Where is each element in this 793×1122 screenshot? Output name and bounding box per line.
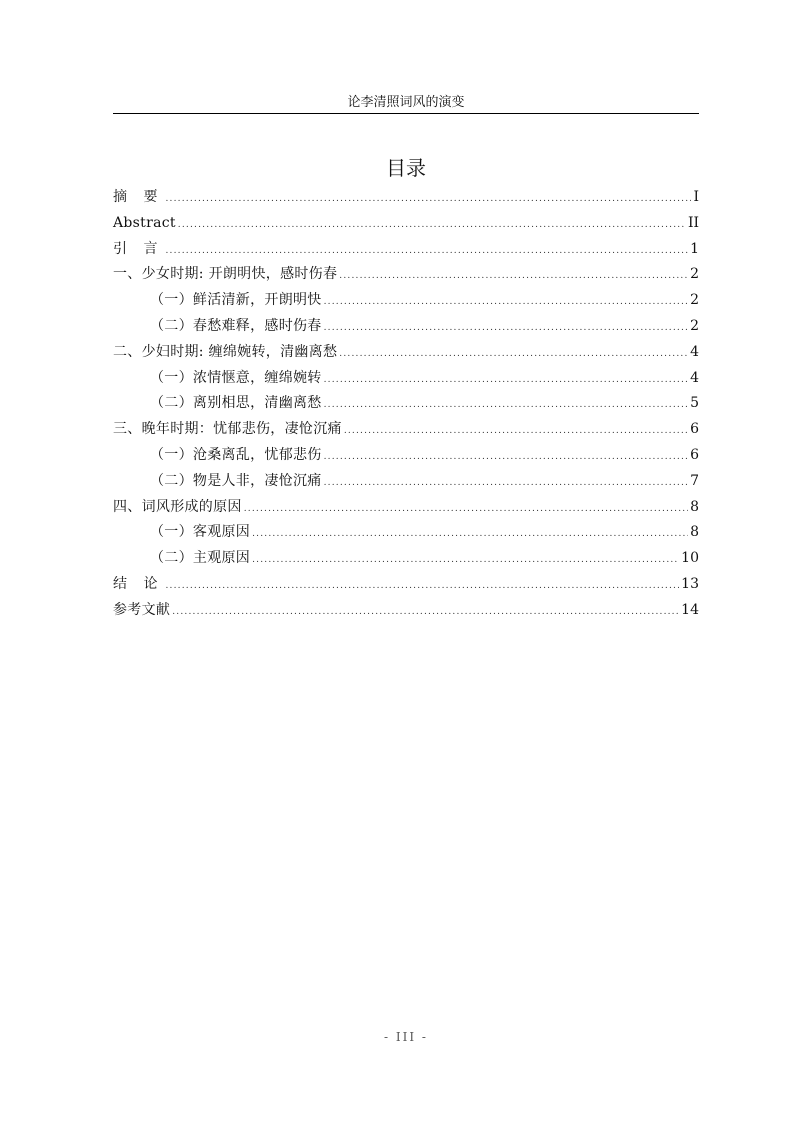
toc-entry-page: 1 [690,240,699,257]
toc-dot-leader [324,471,688,497]
toc-entry-page: I [693,189,699,205]
toc-entry-page: 13 [681,575,699,592]
page-number: - III - [384,1030,428,1044]
toc-entry[interactable] [113,391,699,417]
toc-entry-page: 4 [690,369,699,386]
toc-entry-page: 5 [690,395,699,412]
toc-dot-leader [324,316,688,342]
toc-dot-leader [344,419,688,445]
toc-entry-page: 14 [681,601,699,618]
toc-entry[interactable] [113,314,699,340]
toc-dot-leader [324,393,688,419]
toc-entry-label: 参考文献 [113,601,171,618]
running-header [113,94,699,114]
toc-entry-label: 引 言 [113,240,164,257]
toc-entry-page: 7 [690,472,699,489]
toc-dot-leader [172,600,679,626]
toc-entry[interactable] [113,572,699,598]
toc-entry[interactable] [113,237,699,263]
toc-entry-label: 四、词风形成的原因 [113,498,242,515]
toc-entry[interactable] [113,262,699,288]
toc-dot-leader [324,368,688,394]
toc-entry-label: （二）物是人非，凄怆沉痛 [150,472,322,489]
toc-entry-label: 二、少妇时期: 缠绵婉转，清幽离愁 [113,343,338,360]
toc-entry-page: 2 [690,317,699,334]
toc-entry-label: Abstract [113,214,176,231]
toc-entry[interactable] [113,546,699,572]
toc-entry-label: （一）客观原因 [150,524,251,541]
toc-entry-page: 8 [690,498,699,515]
toc-dot-leader [178,213,686,239]
toc-dot-leader [339,264,688,290]
toc-entry-label: 摘 要 [113,189,164,205]
toc-entry[interactable] [113,417,699,443]
toc-dot-leader [165,239,688,265]
toc-dot-leader [165,574,679,600]
toc-entry-label: （一）浓情惬意，缠绵婉转 [150,369,322,386]
toc-dot-leader [165,187,691,213]
toc-entry[interactable] [113,469,699,495]
toc-dot-leader [339,342,688,368]
toc-dot-leader [252,548,679,574]
toc-entry[interactable] [113,443,699,469]
toc-title: 目录 [386,156,426,180]
toc-entry[interactable] [113,598,699,624]
toc-entry-page: 8 [690,524,699,541]
toc-entry-page: 6 [690,446,699,463]
toc-entry-label: （二）离别相思，清幽离愁 [150,395,322,412]
toc-entry-page: 10 [681,550,699,567]
toc-entry[interactable] [113,495,699,521]
header-title: 论李清照词风的演变 [347,95,465,110]
toc-entry[interactable] [113,520,699,546]
toc-entry-label: （一）沧桑离乱，忧郁悲伤 [150,446,322,463]
toc-dot-leader [324,445,688,471]
toc-entry-page: 6 [690,421,699,438]
toc-entry-page: II [687,214,699,231]
toc-entry-label: 结 论 [113,575,164,592]
toc-dot-leader [252,522,688,548]
toc-dot-leader [324,290,688,316]
toc-entry-label: （二）春愁难释，感时伤春 [150,317,322,334]
toc-entry-label: 三、晚年时期：忧郁悲伤，凄怆沉痛 [113,421,342,438]
toc-entry-label: （二）主观原因 [150,550,251,567]
toc-entry[interactable] [113,366,699,392]
toc-entry[interactable] [113,288,699,314]
toc-entry[interactable] [113,340,699,366]
toc-entry[interactable] [113,185,699,211]
toc-entry-page: 4 [690,343,699,360]
toc-entry[interactable] [113,211,699,237]
toc-entry-page: 2 [690,292,699,309]
toc-entry-label: （一）鲜活清新，开朗明快 [150,292,322,309]
table-of-contents [113,185,699,624]
toc-entry-page: 2 [690,266,699,283]
toc-dot-leader [244,497,688,523]
toc-entry-label: 一、少女时期: 开朗明快，感时伤春 [113,266,338,283]
